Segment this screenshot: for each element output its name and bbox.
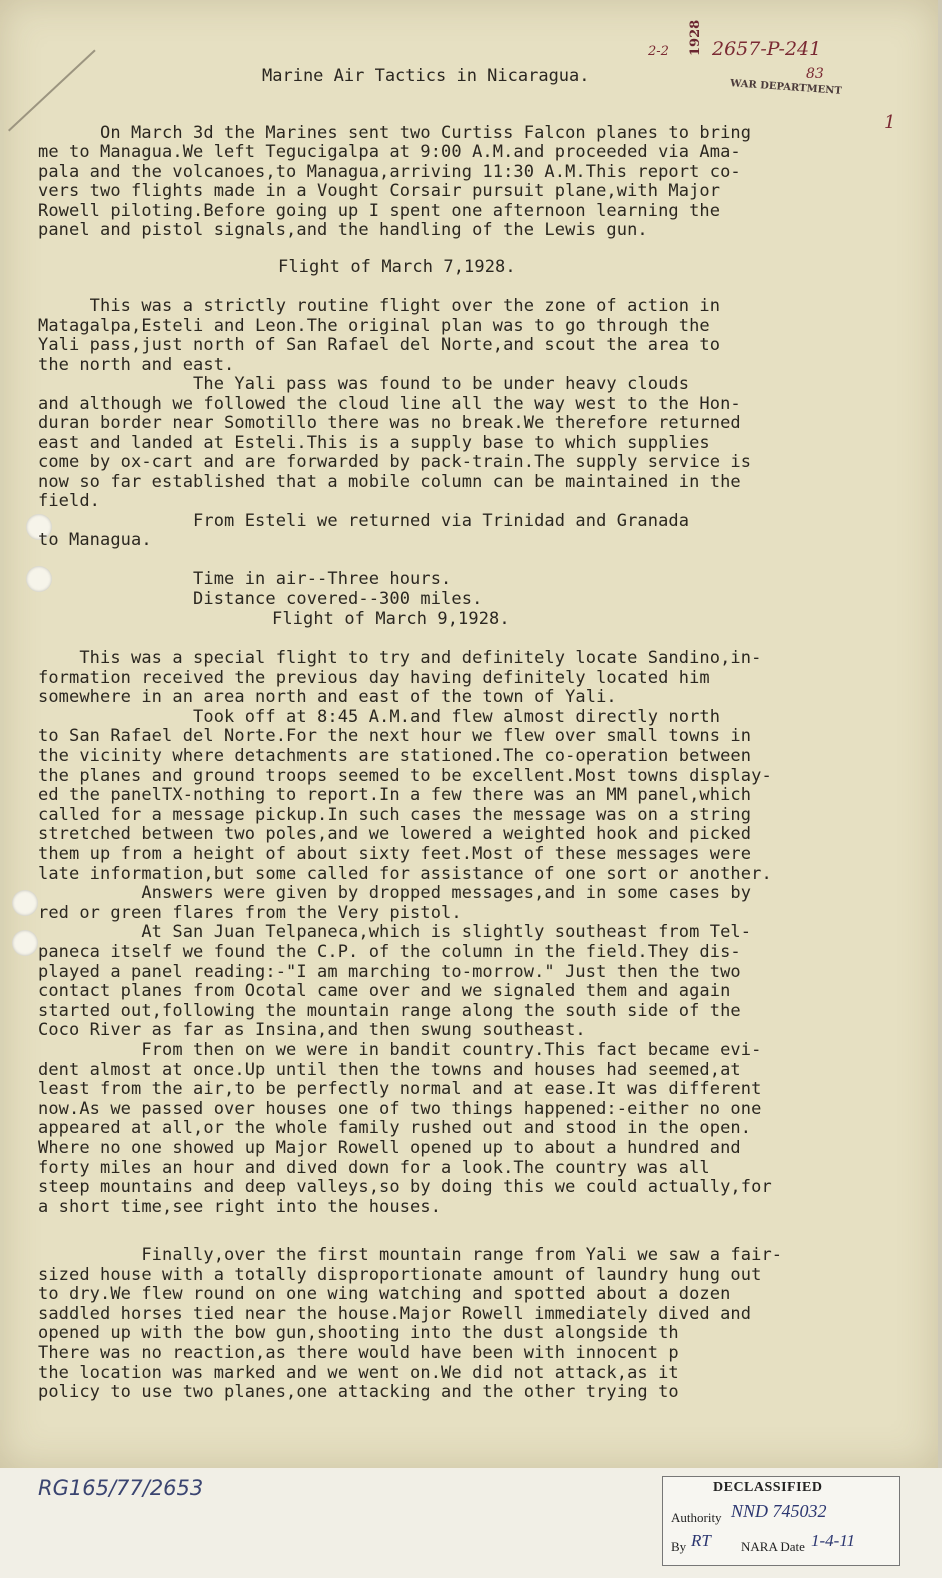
war-department-stamp: WAR DEPARTMENT	[729, 78, 843, 97]
text-line: appeared at all,or the whole family rushed out and stood in the open.	[38, 1118, 752, 1139]
text-line: come by ox-cart and are forwarded by pack-train.The supply service is	[38, 452, 752, 472]
text-line: At San Juan Telpaneca,which is slightly southeast from Tel-	[38, 922, 752, 943]
text-line: There was no reaction,as there would have been with innocent p	[38, 1343, 679, 1363]
text-line: This was a strictly routine flight over the zone of action in	[38, 296, 721, 316]
text-line: a short time,see right into the houses.	[38, 1196, 442, 1217]
text-line: Where no one showed up Major Rowell opened up to about a hundred and	[38, 1138, 741, 1158]
text-line: field.	[38, 491, 101, 511]
page-edge	[0, 120, 4, 1420]
text-line: called for a message pickup.In such cases the message was on a string	[38, 804, 752, 825]
text-line: steep mountains and deep valleys,so by doing this we could actually,for	[38, 1177, 772, 1198]
text-line: On March 3d the Marines sent two Curtiss Falcon planes to bring	[38, 123, 752, 143]
text-line: red or green flares from the Very pistol.	[38, 902, 462, 923]
text-line: to San Rafael del Norte.For the next hour we flew over small towns in	[38, 726, 752, 747]
text-line: started out,following the mountain range along the south side of the	[38, 1000, 741, 1021]
text-line: forty miles an hour and dived down for a look.The country was all	[38, 1157, 710, 1178]
text-line: From then on we were in bandit country.This fact became evi-	[38, 1040, 762, 1060]
text-line: now.As we passed over houses one of two things happened:-either no one	[38, 1098, 762, 1119]
text-line: panel and pistol signals,and the handling of the Lewis gun.	[38, 220, 648, 240]
file-ref-prefix: 2-2	[648, 44, 669, 59]
text-line: and although we followed the cloud line all the way west to the Hon-	[38, 393, 741, 414]
declassified-stamp	[662, 1476, 900, 1566]
text-line: Rowell piloting.Before going up I spent one afternoon learning the	[38, 200, 721, 221]
text-line: saddled horses tied near the house.Major Rowell immediately dived and	[38, 1303, 752, 1324]
document-title: Marine Air Tactics in Nicaragua.	[262, 66, 590, 86]
text-line: policy to use two planes,one attacking and the other trying to	[38, 1382, 679, 1403]
text-line: ed the panelTX-nothing to report.In a few there was an MM panel,which	[38, 785, 752, 806]
text-line: dent almost at once.Up until then the towns and houses had seemed,at	[38, 1059, 741, 1080]
text-line: the north and east.	[38, 354, 235, 375]
text-line: duran border near Somotillo there was no break.We therefore returned	[38, 413, 741, 433]
authority-value: NND 745032	[731, 1501, 827, 1521]
text-line: Matagalpa,Esteli and Leon.The original plan was to go through the	[38, 315, 710, 336]
authority-label: Authority	[671, 1510, 722, 1525]
text-line: formation received the previous day having definitely located him	[38, 667, 710, 688]
text-line: The Yali pass was found to be under heavy clouds	[38, 374, 690, 394]
text-line: late information,but some called for assistance of one sort or another.	[38, 863, 772, 884]
text-line: least from the air,to be perfectly normal and at ease.It was different	[38, 1079, 762, 1100]
text-line: From Esteli we returned via Trinidad and Granada	[38, 510, 690, 531]
text-line: pala and the volcanoes,to Managua,arriving 11:30 A.M.This report co-	[38, 161, 741, 182]
nara-date-label: NARA Date	[741, 1539, 805, 1554]
page-mark: 1	[884, 112, 896, 133]
text-line: This was a special flight to try and definitely locate Sandino,in-	[38, 648, 762, 668]
punch-hole	[12, 890, 38, 916]
text-line: Time in air--Three hours.	[38, 569, 452, 589]
text-line: sized house with a totally disproportionate amount of laundry hung out	[38, 1264, 762, 1285]
text-line: somewhere in an area north and east of the town of Yali.	[38, 687, 617, 708]
text-line: paneca itself we found the C.P. of the column in the field.They dis-	[38, 942, 741, 962]
text-line: contact planes from Ocotal came over and we signaled them and again	[38, 981, 731, 1002]
text-line: stretched between two poles,and we lowered a weighted hook and picked	[38, 824, 752, 845]
record-group-note: RG165/77/2653	[38, 1476, 204, 1500]
text-line: east and landed at Esteli.This is a supply base to which supplies	[38, 432, 710, 453]
text-line: them up from a height of about sixty feet.Most of these messages were	[38, 844, 752, 864]
declass-title: DECLASSIFIED	[713, 1480, 823, 1495]
text-line: Yali pass,just north of San Rafael del Norte,and scout the area to	[38, 335, 721, 355]
file-ref-year: 1928	[688, 19, 703, 56]
text-line: the location was marked and we went on.We did not attack,as it	[38, 1362, 679, 1383]
text-line: now so far established that a mobile column can be maintained in the	[38, 471, 741, 492]
text-line: Finally,over the first mountain range from Yali we saw a fair-	[38, 1245, 783, 1265]
file-ref: 2657-P-241	[712, 38, 822, 60]
text-line: played a panel reading:-"I am marching to-morrow." Just then the two	[38, 961, 741, 982]
text-line: Answers were given by dropped messages,and in some cases by	[38, 883, 752, 904]
heading-flight-march-7: Flight of March 7,1928.	[278, 257, 516, 277]
text-line: Took off at 8:45 A.M.and flew almost directly north	[38, 706, 721, 727]
text-line: to dry.We flew round on one wing watching and spotted about a dozen	[38, 1284, 731, 1305]
text-line: Distance covered--300 miles.	[38, 588, 483, 609]
text-line: to Managua.	[38, 530, 152, 550]
text-line: opened up with the bow gun,shooting into the dust alongside th	[38, 1323, 679, 1344]
by-value: RT	[691, 1531, 711, 1550]
punch-hole	[12, 930, 38, 956]
text-line: the vicinity where detachments are stationed.The co-operation between	[38, 746, 752, 766]
by-label: By	[671, 1539, 687, 1554]
nara-date-value: 1-4-11	[811, 1531, 856, 1550]
heading-flight-march-9: Flight of March 9,1928.	[272, 609, 510, 629]
text-line: me to Managua.We left Tegucigalpa at 9:00 A.M.and proceeded via Ama-	[38, 142, 741, 163]
text-line: the planes and ground troops seemed to be excellent.Most towns display-	[38, 765, 772, 786]
file-ref-num: 83	[806, 66, 824, 82]
text-line: Coco River as far as Insina,and then swung southeast.	[38, 1020, 586, 1041]
text-line: vers two flights made in a Vought Corsair pursuit plane,with Major	[38, 181, 721, 202]
